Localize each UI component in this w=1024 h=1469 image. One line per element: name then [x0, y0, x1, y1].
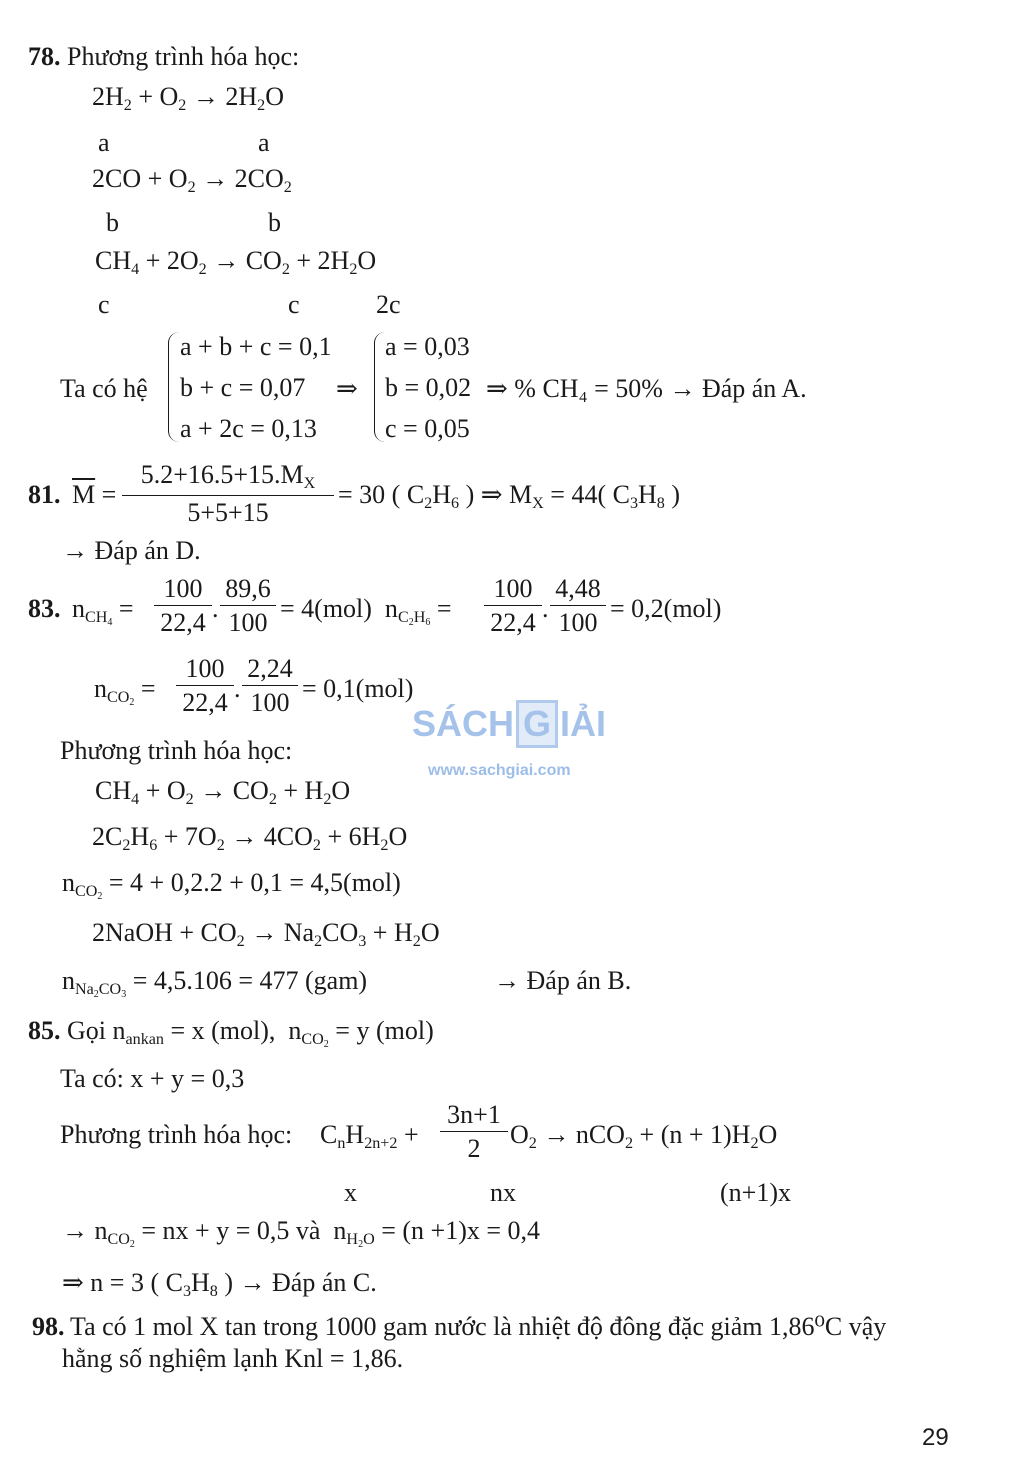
watermark-url: www.sachgiai.com — [428, 762, 571, 779]
equation: $2C_2H_6 + 7O_2 \to 4CO_2 + 6H_2O$ — [92, 822, 408, 854]
fraction: 4,48 100 — [550, 576, 606, 636]
problem-number: 78. — [28, 42, 61, 71]
problem-number: 85. — [28, 1016, 61, 1045]
fraction: $5.2+16.5+15.M_X$ 5+5+15 — [122, 462, 334, 526]
mole-label: c — [98, 290, 110, 319]
equation: → $n_{CO_2}$ = nx + y = 0,5 và $n_{H_2O} = (n +1)x = 0,4$ — [62, 1216, 541, 1250]
problem-number: 83. — [28, 594, 61, 623]
equation: $n_{CH_4}$ = — [72, 594, 134, 628]
equation: = 30 ( $C_2H_6$ ) ⇒ $M_X = 44$( $C_3H_8$ ) — [338, 480, 681, 512]
equation: $O_2 \to nCO_2 + (n + 1)H_2O$ — [510, 1120, 778, 1152]
fraction: 100 22,4 — [484, 576, 542, 636]
mole-label: 2c — [376, 290, 401, 319]
problem-heading: Phương trình hóa học: — [67, 42, 300, 71]
mole-label: b — [268, 208, 281, 237]
answer: → Đáp án B. — [494, 966, 632, 995]
system-line: c = 0,05 — [385, 414, 470, 443]
dot: . — [542, 594, 549, 623]
system-intro: Ta có hệ — [60, 374, 148, 403]
fraction: 3n+1 2 — [440, 1102, 508, 1162]
fraction: 89,6 100 — [220, 576, 276, 636]
problem-number: 98. — [32, 1312, 65, 1341]
answer: → Đáp án D. — [62, 536, 201, 565]
problem-78 — [28, 44, 299, 70]
mole-label: (n+1)x — [720, 1178, 791, 1207]
mole-label: b — [106, 208, 119, 237]
left-brace — [374, 332, 385, 442]
watermark-logo: SÁCH G IẢI — [412, 700, 606, 748]
problem-number: 81. — [28, 480, 61, 509]
equation: $n_{Na_2CO_3} = 4,5.106 = 477$ (gam) — [62, 966, 368, 1000]
equation: = 0,2(mol) — [610, 594, 722, 623]
given: Ta có: x + y = 0,3 — [60, 1064, 245, 1093]
dot: . — [234, 674, 241, 703]
result: ⇒ % CH₄ = 50% → Đáp án A. — [486, 374, 807, 403]
system-line: a + 2c = 0,13 — [180, 414, 317, 443]
mole-label: nx — [490, 1178, 516, 1207]
problem-heading: Phương trình hóa học: — [60, 736, 293, 765]
left-brace — [168, 332, 179, 442]
fraction: 100 22,4 — [154, 576, 212, 636]
equation: = 0,1(mol) — [302, 674, 414, 703]
equation: 2NaOH + $CO_2 \to Na_2CO_3 + H_2O$ — [92, 918, 440, 950]
page-number: 29 — [922, 1424, 949, 1451]
equation: $CH_4 + 2O_2 \to CO_2 + 2H_2O$ — [95, 246, 377, 278]
fraction: 100 22,4 — [176, 656, 234, 716]
equation: $n_{CO_2}$ = — [94, 674, 156, 708]
equation: ⇒ n = 3 ( $C_3H_8$ ) → Đáp án C. — [62, 1268, 377, 1300]
mole-label: c — [288, 290, 300, 319]
mole-label: a — [258, 128, 270, 157]
mole-label: a — [98, 128, 110, 157]
equation: $C_nH_{2n+2}$ + — [320, 1120, 419, 1152]
molar-mass-mean: $\overline{M}$ = — [72, 480, 117, 509]
dot: . — [212, 594, 219, 623]
system-line: a = 0,03 — [385, 332, 470, 361]
equation: $CH_4 + O_2 \to CO_2 + H_2O$ — [95, 776, 351, 808]
system-line: b = 0,02 — [385, 373, 472, 402]
problem-85: 85. Gọi $n_{ankan} = x$ (mol), $n_{CO_2} = y$ (mol) — [28, 1016, 434, 1050]
equation: $n_{CO_2} = 4 + 0,2.2 + 0,1 = 4,5(mol)$ — [62, 868, 401, 902]
fraction: 2,24 100 — [242, 656, 298, 716]
system-line: b + c = 0,07 — [180, 373, 306, 402]
equation: = 4(mol) $n_{C_2H_6}$ = — [280, 594, 452, 628]
mole-label: x — [344, 1178, 357, 1207]
equation-label: Phương trình hóa học: — [60, 1120, 293, 1149]
equation: $2H_2 + O_2 \to 2H_2O$ — [92, 82, 284, 114]
text-line: Ta có 1 mol X tan trong 1000 gam nước là nhiệt độ đông đặc giảm 1,86⁰C vậy — [70, 1312, 887, 1341]
equation: $2CO + O_2 \to 2CO_2$ — [92, 164, 292, 196]
text-line: hằng số nghiệm lạnh Knl = 1,86. — [62, 1344, 404, 1373]
system-line: a + b + c = 0,1 — [180, 332, 332, 361]
implies-symbol: ⇒ — [336, 374, 358, 403]
